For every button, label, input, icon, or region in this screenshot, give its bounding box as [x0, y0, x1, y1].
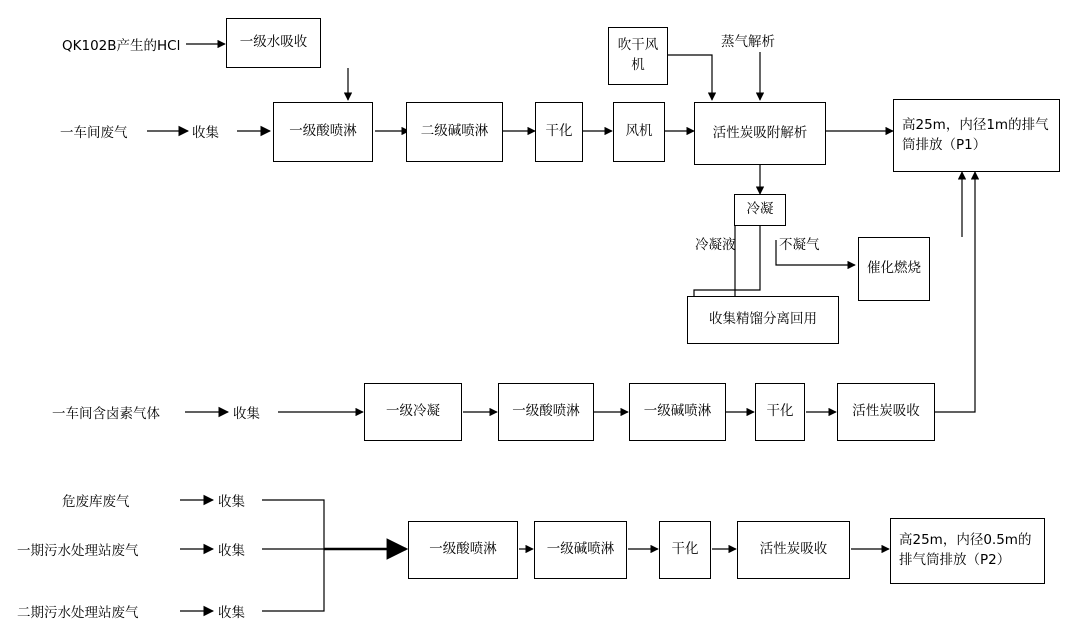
node-condense1: 一级冷凝 [364, 383, 462, 441]
node-carbon-absorb3: 活性炭吸收 [737, 521, 850, 579]
node-acid-spray1: 一级酸喷淋 [273, 102, 373, 162]
node-workshop1-gas: 一车间废气 [60, 125, 128, 141]
node-condense: 冷凝 [734, 194, 786, 226]
node-drying1: 干化 [535, 102, 583, 162]
node-wwtp1-gas: 一期污水处理站废气 [17, 543, 139, 559]
node-drying3: 干化 [659, 521, 711, 579]
node-alkali-spray1: 一级碱喷淋 [629, 383, 726, 441]
node-steam-desorb: 蒸气解析 [721, 34, 775, 50]
node-hcl-source: QK102B产生的HCl [62, 38, 181, 54]
node-catalytic-burn: 催化燃烧 [858, 237, 930, 301]
node-carbon-adsorb: 活性炭吸附解析 [694, 102, 826, 165]
node-halogen-gas: 一车间含卤素气体 [52, 406, 160, 422]
label-noncondensable-gas: 不凝气 [779, 237, 820, 253]
node-acid-spray3: 一级酸喷淋 [408, 521, 518, 579]
node-drying2: 干化 [755, 383, 805, 441]
node-carbon-absorb2: 活性炭吸收 [837, 383, 935, 441]
node-water-absorb: 一级水吸收 [226, 18, 321, 68]
node-hazard-gas: 危废库废气 [62, 494, 130, 510]
node-collect2: 收集 [233, 406, 260, 422]
node-alkali-spray3: 一级碱喷淋 [534, 521, 627, 579]
node-stack-p1: 高25m，内径1m的排气筒排放（P1） [893, 99, 1060, 172]
node-wwtp2-gas: 二期污水处理站废气 [17, 605, 139, 621]
node-blow-dry-fan: 吹干风机 [608, 27, 668, 85]
node-collect4: 收集 [218, 543, 245, 559]
label-condensate: 冷凝液 [695, 237, 736, 253]
node-alkali-spray2: 二级碱喷淋 [406, 102, 503, 162]
node-fan1: 风机 [613, 102, 665, 162]
node-stack-p2: 高25m，内径0.5m的排气筒排放（P2） [890, 518, 1045, 584]
node-acid-spray2: 一级酸喷淋 [498, 383, 594, 441]
node-collect1: 收集 [192, 125, 219, 141]
node-recycle: 收集精馏分离回用 [687, 296, 839, 344]
node-collect3: 收集 [218, 494, 245, 510]
node-collect5: 收集 [218, 605, 245, 621]
